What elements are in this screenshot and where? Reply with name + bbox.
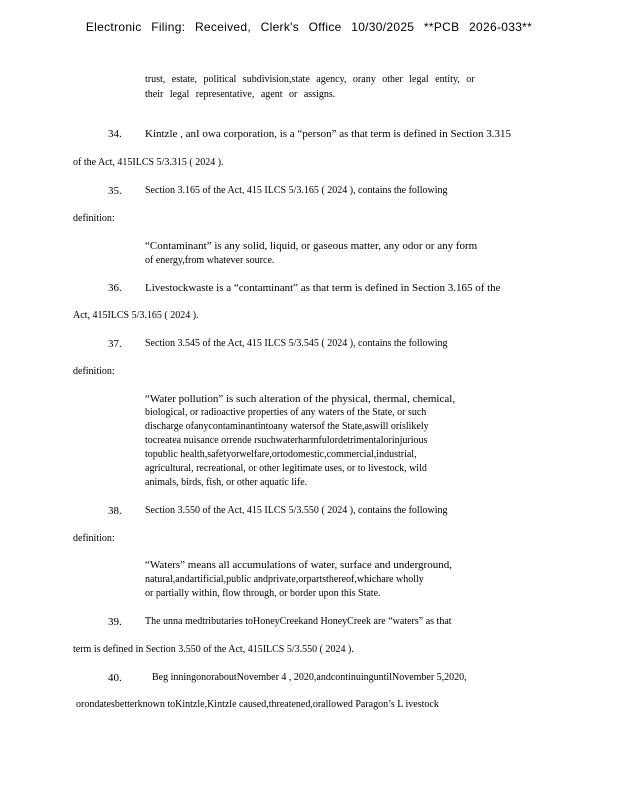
paragraph-number-37: 37. <box>108 338 122 350</box>
paragraph-40-line-2: orondatesbetterknown toKintzle,Kintzle caused,threatened,orallowed Paragon’s L ivestock <box>76 699 439 710</box>
water-pollution-definition-line-4: tocreatea nuisance orrende rsuchwaterharmfulordetrimentalorinjurious <box>145 435 428 446</box>
water-pollution-definition-line-2: biological, or radioactive properties of any waters of the State, or such <box>145 407 427 418</box>
contaminant-definition-line-1: “Contaminant” is any solid, liquid, or gaseous matter, any odor or any form <box>145 240 478 252</box>
waters-definition-line-3: or partially within, flow through, or border upon this State. <box>145 588 381 599</box>
paragraph-37-line-2: definition: <box>73 366 115 377</box>
paragraph-number-35: 35. <box>108 185 122 197</box>
waters-definition-line-2: natural,andartificial,public andprivate,orpartsthereof,whichare wholly <box>145 574 424 585</box>
paragraph-35-line-2: definition: <box>73 213 115 224</box>
water-pollution-definition-line-7: animals, birds, fish, or other aquatic life. <box>145 477 308 488</box>
paragraph-36-line-1: Livestockwaste is a “contaminant” as that term is defined in Section 3.165 of the <box>145 282 501 294</box>
paragraph-35-line-1: Section 3.165 of the Act, 415 ILCS 5/3.165 ( 2024 ), contains the following <box>145 185 448 196</box>
continuation-line-2: their legal representative, agent or assigns. <box>145 89 336 100</box>
water-pollution-definition-line-6: agricultural, recreational, or other legitimate uses, or to livestock, wild <box>145 463 427 474</box>
paragraph-34-line-1: Kintzle , anI owa corporation, is a “person” as that term is defined in Section 3.315 <box>145 128 511 140</box>
contaminant-definition-line-2: of energy,from whatever source. <box>145 255 275 266</box>
paragraph-36-line-2: Act, 415ILCS 5/3.165 ( 2024 ). <box>73 310 199 321</box>
continuation-line-1: trust, estate, political subdivision,state agency, orany other legal entity, or <box>145 74 475 85</box>
paragraph-38-line-1: Section 3.550 of the Act, 415 ILCS 5/3.550 ( 2024 ), contains the following <box>145 505 448 516</box>
filing-header: Electronic Filing: Received, Clerk's Office 10/30/2025 **PCB 2026-033** <box>85 20 533 34</box>
paragraph-39-line-1: The unna medtributaries toHoneyCreekand HoneyCreek are “waters” as that <box>145 616 452 627</box>
paragraph-39-line-2: term is defined in Section 3.550 of the Act, 415ILCS 5/3.550 ( 2024 ). <box>73 644 354 655</box>
water-pollution-definition-line-3: discharge ofanycontaminantintoany watersof the State,aswill orislikely <box>145 421 429 432</box>
waters-definition-line-1: “Waters” means all accumulations of water, surface and underground, <box>145 559 452 571</box>
water-pollution-definition-line-1: “Water pollution” is such alteration of the physical, thermal, chemical, <box>145 393 456 405</box>
paragraph-40-line-1: Beg inningonoraboutNovember 4 , 2020,andcontinuinguntilNovember 5,2020, <box>152 672 467 683</box>
water-pollution-definition-line-5: topublic health,safetyorwelfare,ortodomestic,commercial,industrial, <box>145 449 417 460</box>
paragraph-38-line-2: definition: <box>73 533 115 544</box>
paragraph-number-36: 36. <box>108 282 122 294</box>
paragraph-37-line-1: Section 3.545 of the Act, 415 ILCS 5/3.545 ( 2024 ), contains the following <box>145 338 448 349</box>
paragraph-number-34: 34. <box>108 128 122 140</box>
paragraph-number-40: 40. <box>108 672 122 684</box>
paragraph-number-39: 39. <box>108 616 122 628</box>
paragraph-number-38: 38. <box>108 505 122 517</box>
paragraph-34-line-2: of the Act, 415ILCS 5/3.315 ( 2024 ). <box>73 157 224 168</box>
